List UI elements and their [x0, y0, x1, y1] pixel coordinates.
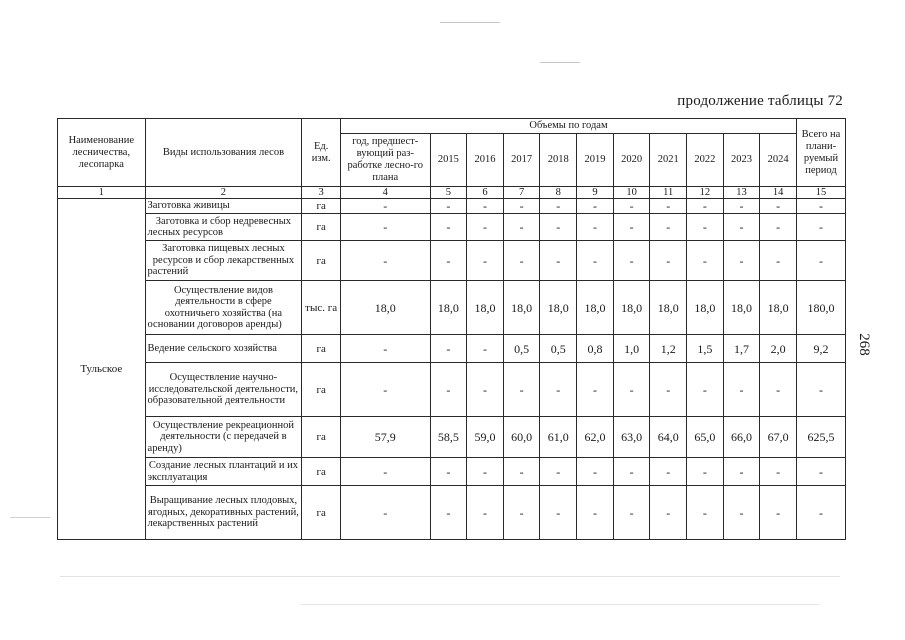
- year-value: -: [467, 214, 504, 241]
- header-year: 2016: [467, 134, 504, 187]
- header-total: Всего на плани-руемый период: [797, 119, 846, 187]
- prev-year-value: 18,0: [340, 281, 430, 335]
- header-year: 2021: [650, 134, 687, 187]
- year-value: -: [760, 241, 797, 281]
- year-value: -: [467, 458, 504, 486]
- forest-use-table: [57, 118, 846, 540]
- year-value: 1,5: [687, 335, 724, 363]
- year-value: 18,0: [723, 281, 760, 335]
- unit-cell: га: [302, 363, 341, 417]
- column-number: 11: [650, 187, 687, 199]
- year-value: -: [613, 214, 650, 241]
- year-value: -: [430, 486, 467, 540]
- use-type-cell: Осуществление научно-исследовательской деятельности, образовательной деятельности: [145, 363, 302, 417]
- year-value: -: [650, 199, 687, 214]
- year-value: -: [467, 363, 504, 417]
- column-number: 1: [58, 187, 146, 199]
- year-value: -: [467, 241, 504, 281]
- total-value: -: [797, 214, 846, 241]
- unit-cell: га: [302, 214, 341, 241]
- prev-year-value: -: [340, 335, 430, 363]
- table-row: [58, 486, 846, 540]
- prev-year-value: -: [340, 458, 430, 486]
- header-prev-year: год, предшест-вующий раз-работке лесно-го плана: [340, 134, 430, 187]
- year-value: -: [430, 335, 467, 363]
- year-value: 0,5: [503, 335, 540, 363]
- year-value: -: [503, 458, 540, 486]
- year-value: -: [723, 214, 760, 241]
- year-value: -: [650, 241, 687, 281]
- year-value: -: [577, 214, 614, 241]
- column-number: 6: [467, 187, 504, 199]
- year-value: 0,5: [540, 335, 577, 363]
- year-value: -: [577, 241, 614, 281]
- scan-noise: [10, 517, 50, 518]
- year-value: -: [430, 199, 467, 214]
- use-type-cell: Заготовка пищевых лесных ресурсов и сбор лекарственных растений: [145, 241, 302, 281]
- prev-year-value: -: [340, 241, 430, 281]
- year-value: -: [613, 241, 650, 281]
- prev-year-value: -: [340, 199, 430, 214]
- column-number: 12: [687, 187, 724, 199]
- year-value: -: [723, 199, 760, 214]
- year-value: -: [540, 199, 577, 214]
- total-value: 180,0: [797, 281, 846, 335]
- year-value: -: [760, 214, 797, 241]
- table-row: [58, 199, 846, 214]
- year-value: 64,0: [650, 417, 687, 458]
- column-number: 8: [540, 187, 577, 199]
- header-year: 2023: [723, 134, 760, 187]
- header-use-type: Виды использования лесов: [145, 119, 302, 187]
- header-year: 2015: [430, 134, 467, 187]
- year-value: 62,0: [577, 417, 614, 458]
- year-value: -: [540, 241, 577, 281]
- year-value: -: [760, 458, 797, 486]
- column-number: 2: [145, 187, 302, 199]
- year-value: -: [650, 486, 687, 540]
- year-value: 58,5: [430, 417, 467, 458]
- scan-noise: [540, 62, 580, 63]
- year-value: -: [687, 363, 724, 417]
- year-value: -: [467, 335, 504, 363]
- year-value: 2,0: [760, 335, 797, 363]
- year-value: 18,0: [430, 281, 467, 335]
- year-value: -: [613, 199, 650, 214]
- year-value: -: [430, 214, 467, 241]
- year-value: -: [650, 458, 687, 486]
- year-value: -: [650, 214, 687, 241]
- year-value: -: [577, 199, 614, 214]
- year-value: 18,0: [613, 281, 650, 335]
- year-value: -: [540, 458, 577, 486]
- year-value: 18,0: [577, 281, 614, 335]
- year-value: -: [430, 241, 467, 281]
- year-value: -: [613, 458, 650, 486]
- use-type-cell: Заготовка живицы: [145, 199, 302, 214]
- column-number: 5: [430, 187, 467, 199]
- year-value: -: [577, 486, 614, 540]
- scan-noise: [300, 604, 820, 605]
- year-value: -: [540, 214, 577, 241]
- page-number: 268: [855, 333, 872, 356]
- year-value: 18,0: [467, 281, 504, 335]
- year-value: 67,0: [760, 417, 797, 458]
- table-row: [58, 214, 846, 241]
- table-row: [58, 417, 846, 458]
- year-value: -: [760, 486, 797, 540]
- header-year: 2017: [503, 134, 540, 187]
- column-number: 10: [613, 187, 650, 199]
- header-year: 2019: [577, 134, 614, 187]
- column-number: 3: [302, 187, 341, 199]
- year-value: -: [430, 363, 467, 417]
- unit-cell: тыс. га: [302, 281, 341, 335]
- year-value: 61,0: [540, 417, 577, 458]
- use-type-cell: Создание лесных плантаций и их эксплуатация: [145, 458, 302, 486]
- header-year: 2022: [687, 134, 724, 187]
- total-value: -: [797, 241, 846, 281]
- total-value: -: [797, 458, 846, 486]
- year-value: 0,8: [577, 335, 614, 363]
- year-value: -: [540, 486, 577, 540]
- year-value: -: [467, 199, 504, 214]
- total-value: 625,5: [797, 417, 846, 458]
- year-value: 59,0: [467, 417, 504, 458]
- column-number: 9: [577, 187, 614, 199]
- unit-cell: га: [302, 335, 341, 363]
- table-row: [58, 363, 846, 417]
- year-value: 18,0: [687, 281, 724, 335]
- table-row: [58, 241, 846, 281]
- year-value: -: [613, 363, 650, 417]
- year-value: 1,0: [613, 335, 650, 363]
- year-value: 66,0: [723, 417, 760, 458]
- year-value: -: [723, 458, 760, 486]
- year-value: -: [540, 363, 577, 417]
- year-value: 60,0: [503, 417, 540, 458]
- column-number: 14: [760, 187, 797, 199]
- year-value: -: [687, 241, 724, 281]
- scan-noise: [60, 576, 840, 577]
- year-value: -: [430, 458, 467, 486]
- year-value: 65,0: [687, 417, 724, 458]
- header-year: 2018: [540, 134, 577, 187]
- year-value: -: [687, 199, 724, 214]
- total-value: -: [797, 199, 846, 214]
- year-value: -: [650, 363, 687, 417]
- table-row: [58, 281, 846, 335]
- year-value: -: [687, 486, 724, 540]
- year-value: -: [723, 363, 760, 417]
- year-value: 18,0: [650, 281, 687, 335]
- year-value: -: [503, 214, 540, 241]
- year-value: 63,0: [613, 417, 650, 458]
- year-value: -: [613, 486, 650, 540]
- header-forestry: Наименование лесничества, лесопарка: [58, 119, 146, 187]
- year-value: -: [503, 486, 540, 540]
- table-row: [58, 335, 846, 363]
- year-value: 18,0: [540, 281, 577, 335]
- unit-cell: га: [302, 458, 341, 486]
- year-value: 1,2: [650, 335, 687, 363]
- unit-cell: га: [302, 486, 341, 540]
- prev-year-value: -: [340, 214, 430, 241]
- total-value: 9,2: [797, 335, 846, 363]
- header-unit: Ед. изм.: [302, 119, 341, 187]
- year-value: -: [503, 363, 540, 417]
- use-type-cell: Выращивание лесных плодовых, ягодных, декоративных растений, лекарственных растений: [145, 486, 302, 540]
- column-number: 15: [797, 187, 846, 199]
- header-year: 2024: [760, 134, 797, 187]
- header-year: 2020: [613, 134, 650, 187]
- use-type-cell: Заготовка и сбор недревесных лесных ресурсов: [145, 214, 302, 241]
- prev-year-value: 57,9: [340, 417, 430, 458]
- year-value: -: [723, 241, 760, 281]
- year-value: 1,7: [723, 335, 760, 363]
- header-volumes-group: Объемы по годам: [340, 119, 796, 134]
- year-value: -: [760, 363, 797, 417]
- table-row: [58, 458, 846, 486]
- year-value: -: [687, 458, 724, 486]
- year-value: -: [577, 458, 614, 486]
- use-type-cell: Ведение сельского хозяйства: [145, 335, 302, 363]
- year-value: -: [467, 486, 504, 540]
- forestry-name: Тульское: [58, 199, 146, 540]
- prev-year-value: -: [340, 486, 430, 540]
- use-type-cell: Осуществление рекреационной деятельности (с передачей в аренду): [145, 417, 302, 458]
- unit-cell: га: [302, 241, 341, 281]
- year-value: -: [760, 199, 797, 214]
- unit-cell: га: [302, 417, 341, 458]
- unit-cell: га: [302, 199, 341, 214]
- scan-noise: [440, 22, 500, 23]
- year-value: 18,0: [760, 281, 797, 335]
- column-number: 13: [723, 187, 760, 199]
- year-value: -: [723, 486, 760, 540]
- table-caption: продолжение таблицы 72: [677, 93, 843, 109]
- total-value: -: [797, 363, 846, 417]
- total-value: -: [797, 486, 846, 540]
- year-value: -: [577, 363, 614, 417]
- year-value: -: [687, 214, 724, 241]
- year-value: 18,0: [503, 281, 540, 335]
- prev-year-value: -: [340, 363, 430, 417]
- column-number: 4: [340, 187, 430, 199]
- use-type-cell: Осуществление видов деятельности в сфере охотничьего хозяйства (на основании договоров аренды): [145, 281, 302, 335]
- year-value: -: [503, 199, 540, 214]
- column-number: 7: [503, 187, 540, 199]
- year-value: -: [503, 241, 540, 281]
